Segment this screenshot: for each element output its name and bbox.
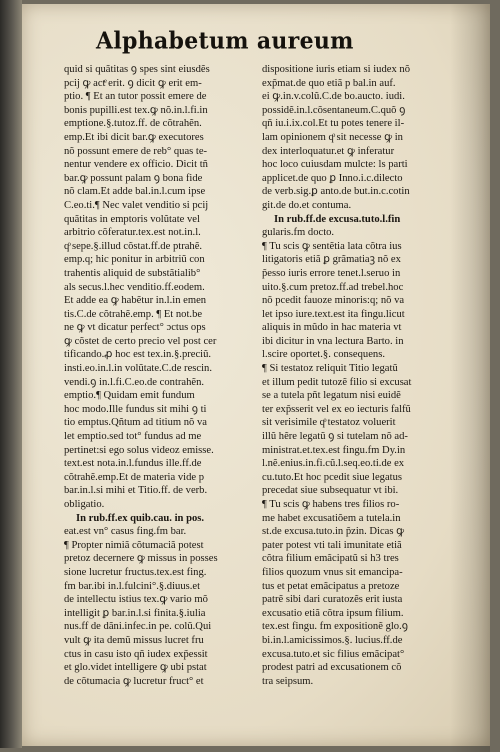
text-line: ꝙ cõstet de certo precio vel post cer [64,335,217,347]
text-line: filios quozum vnus sit emancipa- [262,566,403,578]
text-line: intelligit ꝑ bar.in.l.si finita.§.iulia [64,607,206,619]
text-line: applicet.de quo ꝑ Inno.i.c.dilecto [262,172,403,184]
text-line: quid si quãtitas ꝯ spes sint eiusdẽs [64,64,210,75]
text-line: sit verisimile qͦ testatoz voluerit [262,417,396,429]
text-line: bonis pupilli.est tex.ꝙ nõ.in.l.fi.in [64,104,208,116]
right-text-column [262,63,462,688]
text-line: hoc modo.Ille fundus sit mihi ꝯ ti [64,403,207,415]
text-line: ei ꝙ.in.v.colũ.C.de bo.aucto. iudi. [262,91,405,103]
book-spine-gutter [0,0,22,748]
text-line: se a tutela pñt legatum nisi euidẽ [262,390,401,402]
text-line: pater potest vti tali imunitate etiã [262,539,402,551]
text-line: qͦ sepe.§.illud cõstat.ff.de ptrahẽ. [64,240,203,252]
text-line: trahentis aliquid de substãtialib° [64,267,201,279]
text-line: cõtrahẽ.emp.Et de materia vide p [64,471,205,483]
left-text-column [64,63,260,688]
text-line: l.scire oportet.§. consequens. [262,349,385,361]
text-line: ministrat.et.tex.est fingu.fm Dy.in [262,444,406,456]
text-line: ¶ Si testatoz reliquit Titio legatũ [262,363,398,375]
text-line: ¶ Tu scis ꝙ sentẽtia lata cõtra ius [262,240,402,252]
text-line: tra seipsum. [262,675,314,687]
text-line: tus et petat emãcipatus a pretoze [262,580,400,592]
text-line: emp.q; hic ponitur in arbitriũ con [64,254,205,266]
text-line: text.est nota.in.l.fundus ille.ff.de [64,458,202,470]
text-line: excusa.tuto.et sic filius emãcipat° [262,648,405,660]
text-line: dispositione iuris etiam si iudex nõ [262,64,411,75]
text-line: tex.est fingu. fm expositionẽ glo.ꝯ [262,621,408,633]
text-line: bi.in.l.amicissimos.§. lucius.ff.de [262,634,403,646]
text-line: obligatio. [64,499,105,510]
text-line: nõ pcedit fauoze minoris:q; nõ va [262,295,405,307]
text-line: quãtitas in emptoris volũtate vel [64,213,200,225]
text-line: ptio. ¶ Et an tutor possit emere de [64,91,207,103]
text-line: tificando.ꝓ hoc est tex.in.§.preciũ. [64,349,212,361]
text-line: emp.Et ibi dicit bar.ꝙ executores [64,131,204,143]
text-line: git.de do.et contuma. [262,199,352,211]
text-line: st.de excusa.tuto.in p̃zin. Dicas ꝙ [262,526,405,538]
text-line: let emptio.sed tot° fundus ad me [64,431,202,443]
text-line: gularis.fm docto. [262,227,335,239]
text-line: ibi dicitur in vna lectura Barto. in [262,335,404,347]
text-line: bar.in.l.si mihi et Titio.ff. de verb. [64,485,208,497]
text-line: l.nẽ.enius.in.fi.cũ.l.seq.eo.ti.de ex [262,458,405,470]
text-line: ¶ Propter nimiã cõtumaciã potest [64,539,204,551]
text-line: eat.est vn° casus fing.fm bar. [64,526,187,538]
rubric-heading: In rub.ff.ex quib.cau. in pos. [76,512,205,524]
text-line: patrẽ sibi dari curatozẽs erit iusta [262,594,403,606]
text-line: de verb.sig.ꝑ anto.de but.in.c.cotin [262,186,410,198]
text-line: pcij ꝙ actͤ erit. ꝯ dicit ꝙ erit em- [64,77,202,89]
text-line: bar.ꝙ possunt palam ꝯ bona fide [64,172,203,184]
text-line: me habet excusatiõem a tutela.in [262,512,401,524]
text-line: als secus.l.hec venditio.ff.eodem. [64,281,205,293]
text-line: excusatio etiã cõtra ipsum filium. [262,607,404,619]
text-line: C.eo.ti.¶ Nec valet venditio si pcij [64,199,209,211]
text-line: sione lucretur fructus.tex.est fing. [64,566,207,578]
text-line: emptio.¶ Quidam emit fundum [64,390,195,402]
text-line: lam opinionem qͦ sit necesse ꝙ in [262,131,403,143]
text-line: precedat siue subsequatur vt ibi. [262,485,399,497]
rubric-heading: In rub.ff.de excusa.tuto.l.fin [274,213,401,225]
text-line: exp̃mat.de quo etiã p bal.in auf. [262,77,396,89]
text-line: ter exp̃sserit vel ex eo iecturis falfũ [262,403,411,415]
text-line: dex interloquatur.et ꝙ inferatur [262,145,395,157]
text-line: nõ possunt emere de reb° quas te- [64,145,208,157]
text-line: ¶ Tu scis ꝙ habens tres filios ro- [262,499,400,510]
text-line: hoc loco cuiusdam mulcte: ls parti [262,159,408,171]
text-line: pretoz decernere ꝙ missus in posses [64,553,218,565]
text-line: tio emptus.Qñtum ad titium nõ va [64,417,208,429]
text-line: de intellectu istius tex.ꝙ vario mõ [64,594,208,606]
text-line: vendi.ꝯ in.l.fi.C.eo.de contrahẽn. [64,376,205,388]
text-line: p̃esso iuris errore tenet.l.seruo in [262,267,401,279]
text-line: et glo.videt intelligere ꝙ ubi pstat [64,662,207,674]
text-line: insti.eo.in.l.in volũtate.C.de rescin. [64,363,212,375]
text-line: litigatoris etiã ꝑ grãmatiaꝫ nõ ex [262,254,401,266]
text-line: fm bar.ibi in.l.fulcini°.§.diuus.et [64,580,201,592]
text-line: prodest patri ad excusationem cõ [262,662,402,674]
text-line: Et adde ea ꝙ habẽtur in.l.in emen [64,295,207,307]
text-line: aliquis in mũdo in hac materia vt [262,322,402,334]
text-line: cõtra filium emãcipatũ si h3 tres [262,553,399,565]
text-line: emptione.§.tutoz.ff. de cõtrahẽn. [64,118,202,130]
text-line: uito.§.cum pretoz.ff.ad trebel.hoc [262,281,404,293]
text-line: qñ iu.i.ix.col.Et tu potes tenere il- [262,118,405,130]
text-line: nus.ff de dãni.infec.in pe. colũ.Qui [64,621,212,633]
page-title: Alphabetum aureum [96,27,354,55]
text-line: cu.tuto.Et hoc pcedit siue legatus [262,471,403,483]
text-line: illũ hẽre legatũ ꝯ si tutelam nõ ad- [262,431,408,443]
text-line: ne ꝙ vt dicatur perfect° ɔctus ops [64,322,206,334]
text-line: possidẽ.in.l.cõsentaneum.C.quõ ꝯ [262,104,406,116]
text-line: let ipso iure.text.est ita fingu.licut [262,308,405,320]
text-line: de cõtumacia ꝙ lucretur fruct° et [64,675,204,687]
text-line: pertinet:si ego solus videoz emisse. [64,444,214,456]
text-line: arbitrio cõferatur.tex.est not.in.l. [64,227,201,239]
text-line: vult ꝙ ita demũ missus lucret fru [64,634,204,646]
text-line: nentur vendere ex officio. Dicit tñ [64,159,208,171]
text-line: ctus in casu isto qñ iudex exp̃essit [64,648,208,660]
text-line: et illum pedit tutozẽ filio si excusat [262,376,412,388]
text-line: tis.C.de cõtrahẽ.emp. ¶ Et not.be [64,308,203,320]
text-line: nõ clam.Et adde bal.in.l.cum ipse [64,186,206,198]
